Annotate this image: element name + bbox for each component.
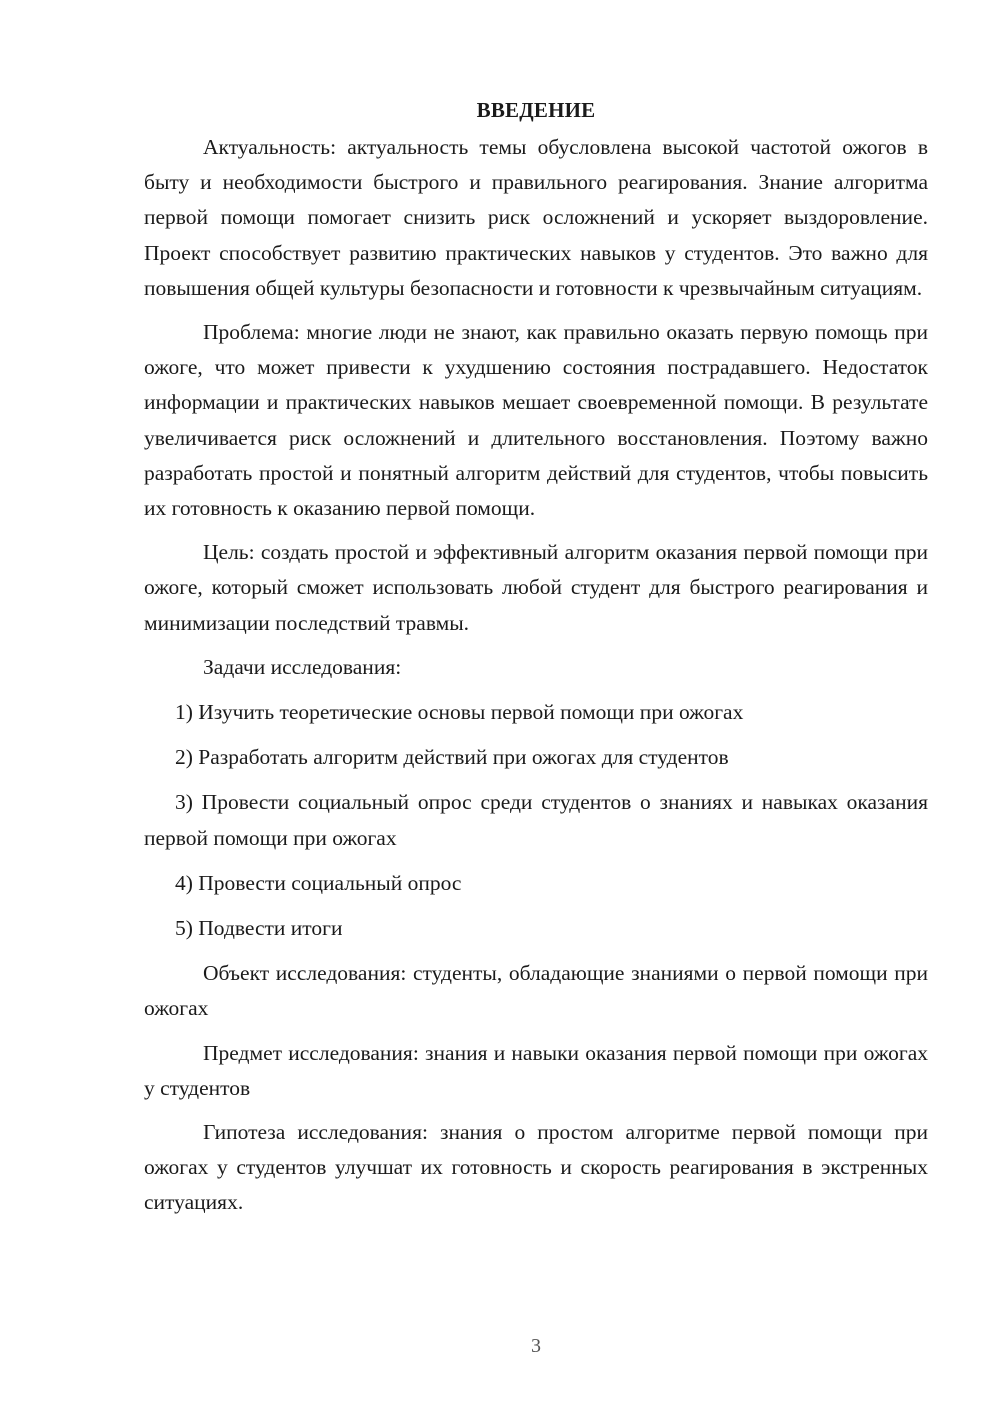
tasks-title: Задачи исследования: <box>203 654 402 679</box>
page-number: 3 <box>531 1335 541 1357</box>
object-paragraph: Объект исследования: студенты, обладающие знаниями о первой помощи при ожогах <box>144 961 928 1021</box>
task-item: 3) Провести социальный опрос среди студентов о знаниях и навыках оказания первой помощи при ожогах <box>144 790 928 850</box>
document-page <box>144 90 928 1230</box>
task-item: 4) Провести социальный опрос <box>175 870 462 895</box>
section-heading: ВВЕДЕНИЕ <box>476 98 596 122</box>
tasks-list <box>144 695 928 946</box>
task-item: 2) Разработать алгоритм действий при ожогах для студентов <box>175 745 729 770</box>
hypothesis-paragraph: Гипотеза исследования: знания о простом алгоритме первой помощи при ожогах у студентов улучшат их готовность и скорость реагирования в экстренных ситуациях. <box>144 1120 928 1215</box>
goal-paragraph: Цель: создать простой и эффективный алгоритм оказания первой помощи при ожоге, который сможет использовать любой студент для быстрого реагирования и минимизации последствий травмы. <box>144 540 928 635</box>
task-item: 1) Изучить теоретические основы первой помощи при ожогах <box>175 700 744 725</box>
subject-paragraph: Предмет исследования: знания и навыки оказания первой помощи при ожогах у студентов <box>144 1040 928 1100</box>
problem-paragraph: Проблема: многие люди не знают, как правильно оказать первую помощь при ожоге, что может привести к ухудшению состояния пострадавшего. Недостаток информации и практических навыков мешает своевременной помощи. В результате увеличивается риск осложнений и длительного восстановления. Поэтому важно разработать простой и понятный алгоритм действий для студентов, чтобы повысить их готовность к оказанию первой помощи. <box>144 320 928 521</box>
task-item: 5) Подвести итоги <box>175 916 343 941</box>
relevance-paragraph: Актуальность: актуальность темы обусловлена высокой частотой ожогов в быту и необходимости быстрого и правильного реагирования. Знание алгоритма первой помощи помогает снизить риск осложнений и ускоряет выздоровление. Проект способствует развитию практических навыков у студентов. Это важно для повышения общей культуры безопасности и готовности к чрезвычайным ситуациям. <box>144 135 928 300</box>
